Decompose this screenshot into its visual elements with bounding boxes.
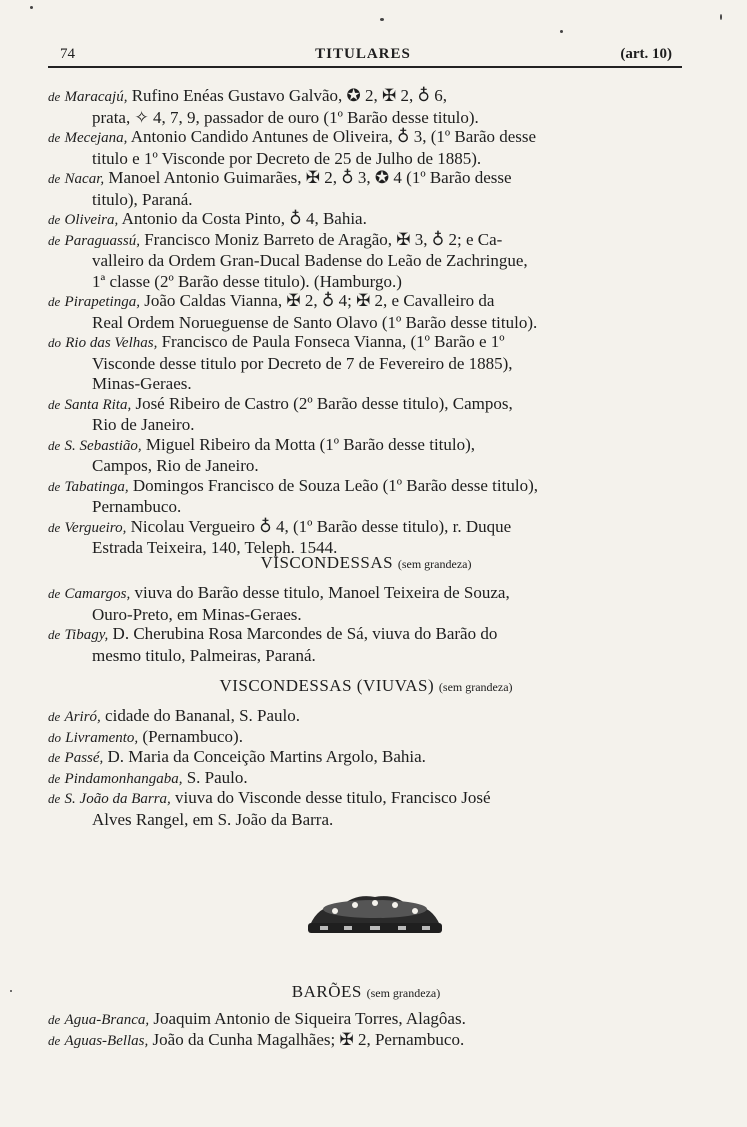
title-entry [48,291,684,333]
entry-text: prata, ✧ 4, 7, 9, passador de ouro (1º Barão desse titulo). [92,107,479,127]
section-baroes-heading [48,982,684,1002]
entry-continuation-line [48,354,684,375]
entry-text: Minas-Geraes. [92,374,192,393]
print-speck [720,14,722,20]
entry-title-name: Livramento, [65,729,139,746]
entry-text: (Pernambuco). [142,726,243,746]
entry-title-name: Vergueiro, [64,519,127,536]
entry-prefix: de [48,586,61,601]
entry-first-line [48,788,684,810]
entry-text: D. Cherubina Rosa Marcondes de Sá, viuva do Barão do [112,624,498,643]
section-title: VISCONDESSAS [260,553,394,572]
entry-text: Rufino Enéas Gustavo Galvão, ✪ 2, ✠ 2, ♁ 6, [131,86,447,105]
section-subtitle: (sem grandeza) [366,986,441,1000]
entry-text: 1ª classe (2º Barão desse titulo). (Hamburgo.) [92,271,402,291]
entry-first-line [48,86,684,108]
entry-text: cidade do Bananal, S. Paulo. [105,706,301,725]
title-entry [48,706,684,728]
entry-text: João da Cunha Magalhães; ✠ 2, Pernambuco. [152,1029,465,1049]
entry-first-line [48,1030,684,1052]
entry-text: S. Paulo. [186,767,248,787]
entry-continuation-line [48,313,684,334]
entry-title-name: Ariró, [64,709,101,725]
entry-title-name: S. Sebastião, [64,437,142,454]
entry-continuation-line [48,605,684,626]
entry-prefix: de [48,130,61,145]
entry-title-name: Pirapetinga, [64,294,140,310]
title-entry [48,476,684,518]
entry-text: João Caldas Vianna, ✠ 2, ♁ 4; ✠ 2, e Cavalleiro da [144,291,495,310]
entry-first-line [48,517,684,539]
entry-text: mesmo titulo, Palmeiras, Paraná. [92,645,316,665]
entry-continuation-line [48,497,684,518]
entry-prefix: de [48,750,61,765]
entry-prefix: de [48,89,61,104]
page-header [48,44,678,66]
entry-continuation-line [48,190,684,211]
entry-first-line [48,127,684,149]
title-entry [48,168,684,210]
entry-text: titulo), Paraná. [92,189,193,209]
title-entry [48,394,684,436]
entry-first-line [48,1009,684,1031]
entry-prefix: de [48,232,61,248]
entry-title-name: S. João da Barra, [64,791,171,807]
section-viscondessas-heading [48,553,684,573]
entry-text: José Ribeiro de Castro (2º Barão desse titulo), Campos, [135,393,513,413]
entry-first-line [48,230,684,252]
title-entry [48,768,684,790]
entry-first-line [48,624,684,646]
entry-prefix: de [48,791,61,806]
title-entry [48,747,684,769]
entry-title-name: Pindamonhangaba, [64,770,183,787]
entry-text: Pernambuco. [92,497,182,516]
entry-prefix: de [48,396,61,412]
title-entry [48,624,684,666]
entry-first-line [48,168,684,190]
entry-title-name: Tibagy, [64,627,109,643]
entry-text: D. Maria da Conceição Martins Argolo, Bahia. [107,747,426,766]
entry-text: Estrada Teixeira, 140, Teleph. 1544. [92,538,338,557]
entry-prefix: de [48,478,61,494]
entry-continuation-line [48,272,684,293]
title-entry [48,788,684,830]
entry-title-name: Nacar, [64,171,105,187]
entry-title-name: Oliveira, [64,212,119,228]
title-entry [48,727,684,749]
entry-prefix: de [48,212,61,227]
entry-title-name: Rio das Velhas, [65,335,158,351]
entry-prefix: de [48,1012,61,1027]
section-title: BARÕES [291,982,362,1001]
entry-prefix: de [48,437,61,453]
entry-text: titulo e 1º Visconde por Decreto de 25 de Julho de 1885). [92,148,482,168]
entry-text: Francisco de Paula Fonseca Vianna, (1º Barão e 1º [161,332,505,351]
entry-text: Miguel Ribeiro da Motta (1º Barão desse titulo), [145,434,476,454]
entry-text: Real Ordem Norueguense de Santo Olavo (1º Barão desse titulo). [92,312,538,332]
entry-first-line [48,727,684,749]
entry-text: Francisco Moniz Barreto de Aragão, ✠ 3, ♁ 2; e Ca- [144,229,503,249]
title-entry [48,583,684,625]
entry-title-name: Passé, [64,750,104,766]
header-rule [48,66,682,68]
entry-prefix: de [48,519,61,535]
entry-prefix: de [48,770,61,786]
entry-title-name: Camargos, [64,586,131,602]
entry-first-line [48,291,684,313]
entry-first-line [48,332,684,354]
entry-first-line [48,209,684,231]
entry-first-line [48,435,684,457]
entry-text: valleiro da Ordem Gran-Ducal Badense do Leão de Zachringue, [92,251,528,270]
entry-continuation-line [48,149,684,170]
title-entry [48,127,684,169]
entry-prefix: de [48,171,61,186]
title-entry [48,435,684,477]
title-entry [48,332,684,395]
print-speck [10,990,12,992]
entry-prefix: de [48,709,61,724]
entry-first-line [48,747,684,769]
entry-title-name: Mecejana, [64,130,128,146]
entry-title-name: Santa Rita, [64,396,132,413]
running-title: TITULARES [315,46,411,62]
entry-text: Domingos Francisco de Souza Leão (1º Barão desse titulo), [132,475,538,495]
section-viscondessas-viuvas-heading [48,676,684,696]
entry-continuation-line [48,456,684,477]
entry-title-name: Aguas-Bellas, [64,1032,149,1049]
crown-ornament [300,885,450,940]
section-subtitle: (sem grandeza) [438,680,513,694]
entry-text: Antonio da Costa Pinto, ♁ 4, Bahia. [121,209,367,228]
title-entry [48,209,684,231]
entry-title-name: Paraguassú, [64,232,140,249]
entry-first-line [48,768,684,790]
page-number: 74 [60,46,75,62]
entry-text: Visconde desse titulo por Decreto de 7 de Fevereiro de 1885), [92,353,513,373]
entry-text: Nicolau Vergueiro ♁ 4, (1º Barão desse titulo), r. Duque [130,516,512,536]
entry-title-name: Maracajú, [64,89,128,105]
entry-text: Alves Rangel, em S. João da Barra. [92,809,334,829]
entry-continuation-line [48,415,684,436]
entry-text: Antonio Candido Antunes de Oliveira, ♁ 3, (1º Barão desse [130,127,537,146]
entry-title-name: Tabatinga, [64,478,129,495]
entry-first-line [48,476,684,498]
entry-prefix: de [48,627,61,642]
article-reference: (art. 10) [620,46,672,62]
entry-continuation-line [48,108,684,129]
print-speck [380,18,384,21]
entry-prefix: de [48,1032,61,1048]
entry-first-line [48,706,684,728]
entry-title-name: Agua-Branca, [64,1012,150,1028]
entry-first-line [48,583,684,605]
entry-continuation-line [48,251,684,272]
section-title: VISCONDESSAS (VIUVAS) [219,676,435,695]
title-entry [48,1030,684,1052]
entry-prefix: do [48,729,61,745]
entry-text: Ouro-Preto, em Minas-Geraes. [92,604,302,624]
entry-prefix: de [48,294,61,309]
entry-continuation-line [48,646,684,667]
entry-text: Campos, Rio de Janeiro. [92,456,259,475]
entry-prefix: do [48,335,61,350]
print-speck [560,30,563,33]
entry-text: Joaquim Antonio de Siqueira Torres, Alagôas. [153,1009,466,1028]
title-entry [48,86,684,128]
entry-continuation-line [48,374,684,395]
title-entry [48,1009,684,1031]
entry-text: Rio de Janeiro. [92,415,195,434]
entry-text: viuva do Barão desse titulo, Manoel Teixeira de Souza, [134,583,510,602]
entry-text: Manoel Antonio Guimarães, ✠ 2, ♁ 3, ✪ 4 (1º Barão desse [108,168,512,187]
section-subtitle: (sem grandeza) [397,557,472,571]
entry-continuation-line [48,810,684,831]
entry-text: viuva do Visconde desse titulo, Francisco José [175,788,491,807]
print-speck [30,6,33,9]
entry-first-line [48,394,684,416]
title-entry [48,230,684,293]
